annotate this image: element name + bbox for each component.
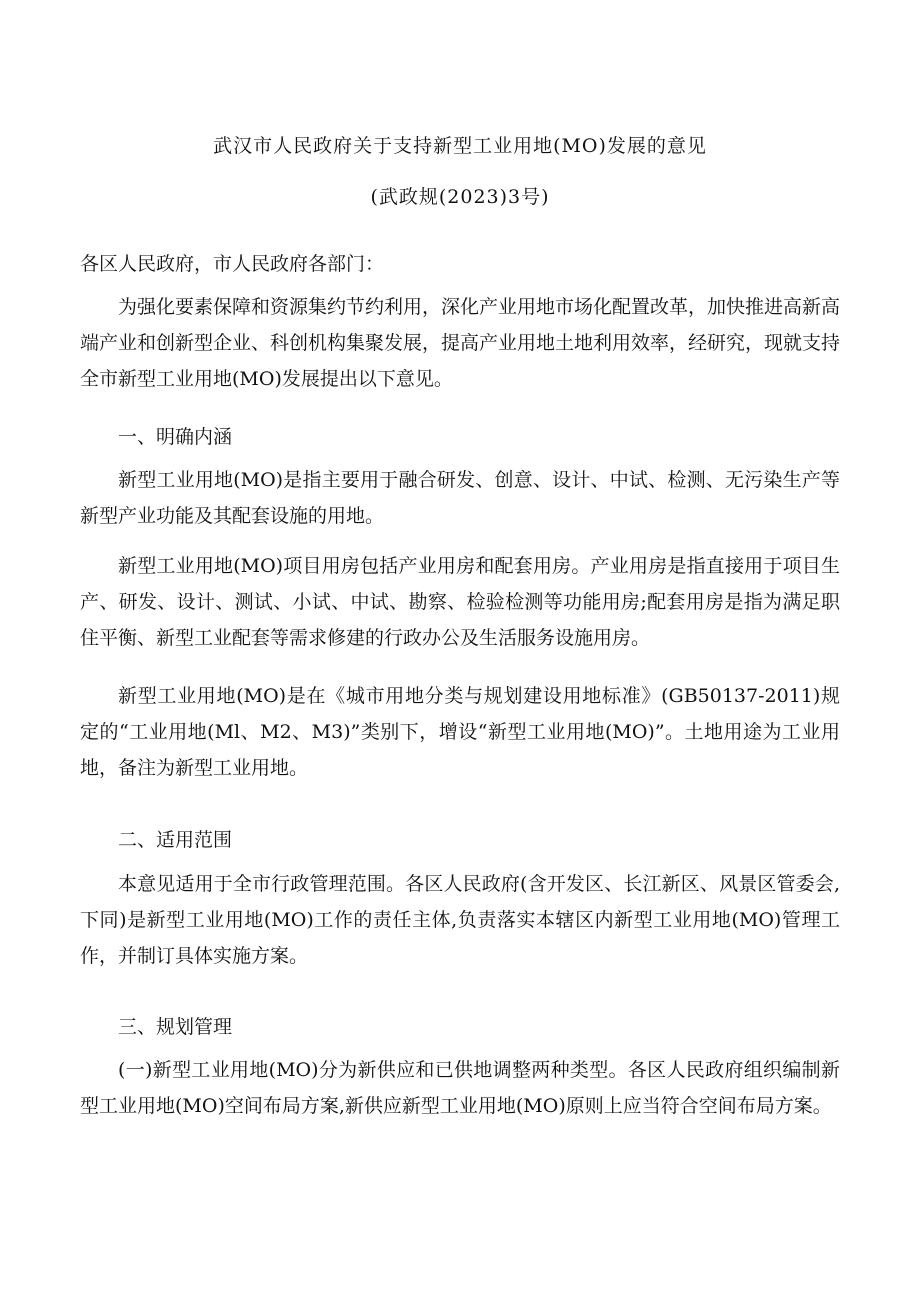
section-heading-3: 三、规划管理	[118, 1016, 233, 1038]
section-heading-1: 一、明确内涵	[118, 426, 233, 448]
section1-paragraph-2: 新型工业用地(MO)项目用房包括产业用房和配套用房。产业用房是指直接用于项目生产、研发、设计、测试、小试、中试、勘察、检验检测等功能用房;配套用房是指为满足职住平衡、新型工业配套等需求修建的行政办公及生活服务设施用房。	[80, 555, 840, 649]
section-heading-2: 二、适用范围	[118, 829, 233, 851]
document-number: (武政规(2023)3号)	[370, 186, 550, 208]
document-title: 武汉市人民政府关于支持新型工业用地(MO)发展的意见	[213, 135, 707, 157]
intro-paragraph: 为强化要素保障和资源集约节约利用，深化产业用地市场化配置改革，加快推进高新高端产业和创新型企业、科创机构集聚发展，提高产业用地土地利用效率，经研究，现就支持全市新型工业用地(MO)发展提出以下意见。	[80, 296, 841, 390]
section1-paragraph-1: 新型工业用地(MO)是指主要用于融合研发、创意、设计、中试、检测、无污染生产等新型产业功能及其配套设施的用地。	[80, 469, 840, 527]
section3-paragraph-1: (一)新型工业用地(MO)分为新供应和已供地调整两种类型。各区人民政府组织编制新型工业用地(MO)空间布局方案,新供应新型工业用地(MO)原则上应当符合空间布局方案。	[80, 1059, 840, 1117]
salutation: 各区人民政府，市人民政府各部门：	[80, 253, 385, 275]
section1-paragraph-3: 新型工业用地(MO)是在《城市用地分类与规划建设用地标准》(GB50137-2011)规定的“工业用地(Ml、M2、M3)”类别下，增设“新型工业用地(MO)”。土地用途为工业用地，备注为新型工业用地。	[80, 685, 840, 779]
section2-paragraph-1: 本意见适用于全市行政管理范围。各区人民政府(含开发区、长江新区、风景区管委会,下同)是新型工业用地(MO)工作的责任主体,负责落实本辖区内新型工业用地(MO)管理工作，并制订具体实施方案。	[80, 873, 840, 967]
